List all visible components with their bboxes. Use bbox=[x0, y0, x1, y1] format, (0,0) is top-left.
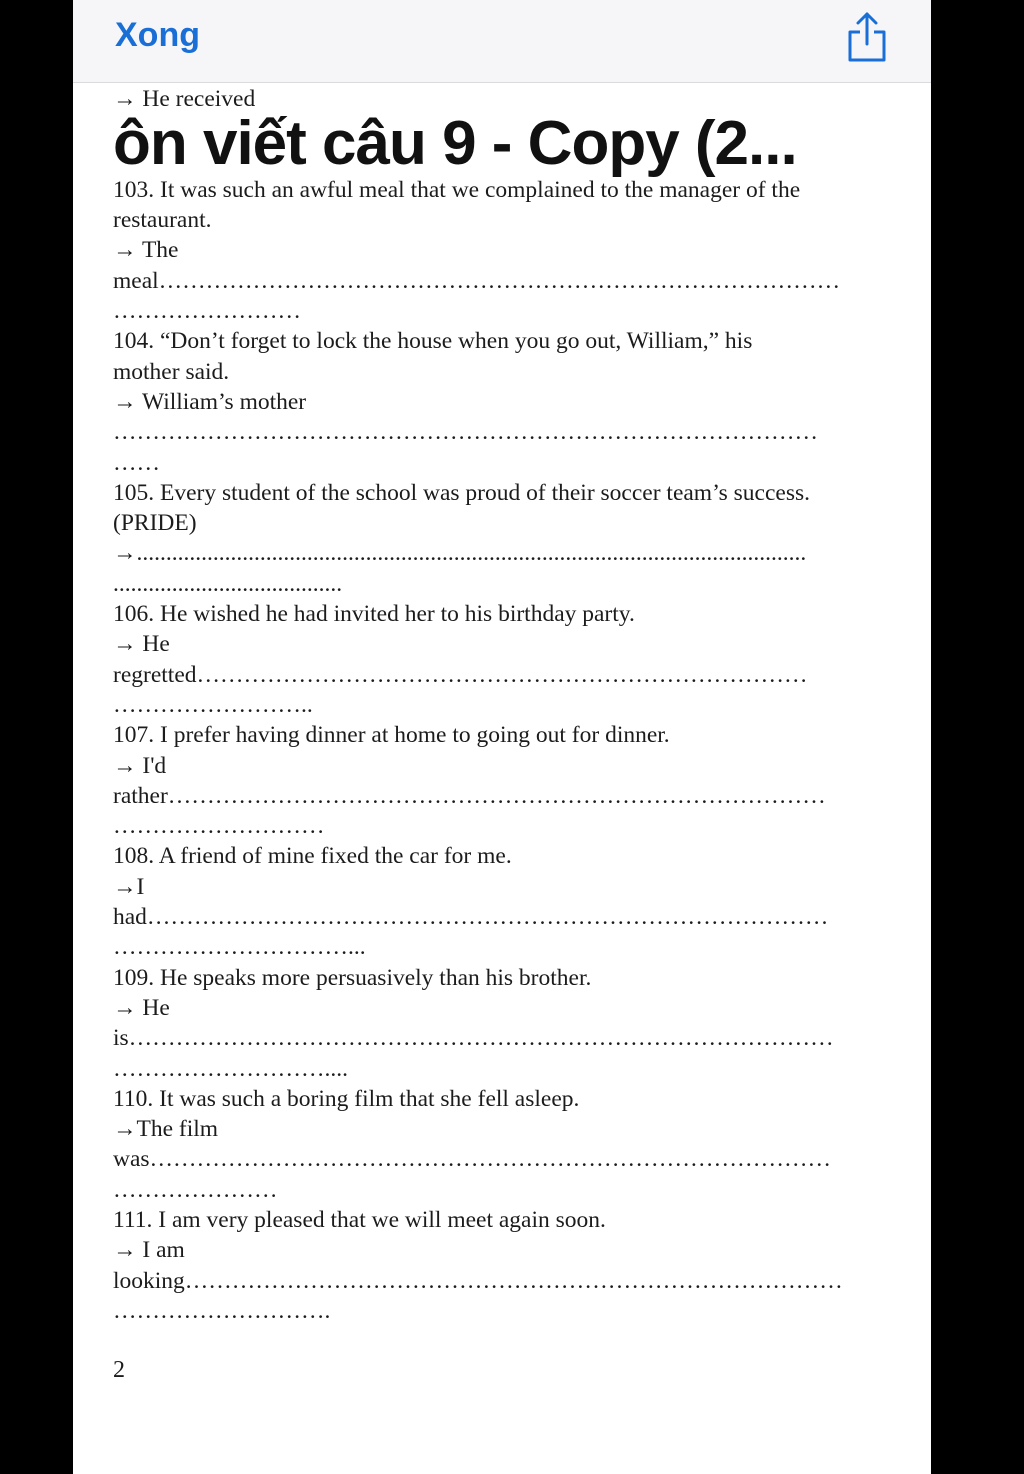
document-line: →I bbox=[113, 873, 145, 900]
share-icon bbox=[843, 8, 891, 64]
document-line: …………………….. bbox=[113, 691, 313, 718]
document-line: had…………………………………………………………………………… bbox=[113, 904, 829, 931]
document-line: 110. It was such a boring film that she fell asleep. bbox=[113, 1085, 580, 1112]
document-line: ………………………. bbox=[113, 1297, 331, 1324]
document-line: ……………………… bbox=[113, 813, 325, 840]
document-line: 111. I am very pleased that we will meet again soon. bbox=[113, 1206, 606, 1233]
document-line: →.................................................................................................................. bbox=[113, 540, 807, 567]
document-line: 104. “Don’t forget to lock the house when you go out, William,” his bbox=[113, 328, 753, 355]
document-line: → He bbox=[113, 631, 170, 658]
document-line: ……………………….... bbox=[113, 1055, 348, 1082]
document-line: 106. He wished he had invited her to his birthday party. bbox=[113, 601, 635, 628]
document-title: ôn viết câu 9 - Copy (2... bbox=[113, 109, 797, 178]
document-line: ……………………………………………………………………………… bbox=[113, 419, 818, 446]
document-line: → I am bbox=[113, 1237, 185, 1264]
document-viewer bbox=[73, 0, 931, 1474]
document-line: regretted…………………………………………………………………… bbox=[113, 661, 808, 688]
document-line: 109. He speaks more persuasively than his brother. bbox=[113, 964, 592, 991]
document-line: 105. Every student of the school was proud of their soccer team’s success. bbox=[113, 479, 810, 506]
document-line: …………………………... bbox=[113, 934, 366, 961]
document-line: → The bbox=[113, 237, 179, 264]
document-line: (PRIDE) bbox=[113, 510, 197, 537]
document-body bbox=[113, 84, 903, 1326]
document-line: looking………………………………………………………………………… bbox=[113, 1267, 843, 1294]
document-line: …………………… bbox=[113, 298, 301, 325]
document-line: → He bbox=[113, 994, 170, 1021]
done-button[interactable]: Xong bbox=[115, 16, 200, 54]
document-line: meal…………………………………………………………………………… bbox=[113, 267, 841, 294]
document-line: was…………………………………………………………………………… bbox=[113, 1146, 832, 1173]
navigation-bar bbox=[73, 0, 931, 83]
document-line: → He received bbox=[113, 86, 256, 112]
page-number: 2 bbox=[113, 1357, 125, 1383]
share-button[interactable] bbox=[843, 8, 891, 64]
document-line: rather………………………………………………………………………… bbox=[113, 782, 826, 809]
document-line: is……………………………………………………………………………… bbox=[113, 1025, 834, 1052]
document-line: ………………… bbox=[113, 1176, 278, 1203]
document-line: …… bbox=[113, 449, 160, 476]
document-line: 103. It was such an awful meal that we complained to the manager of the bbox=[113, 176, 801, 203]
document-line: 108. A friend of mine fixed the car for me. bbox=[113, 843, 512, 870]
document-line: restaurant. bbox=[113, 207, 212, 234]
document-line: → I'd bbox=[113, 752, 167, 779]
document-line: mother said. bbox=[113, 358, 230, 385]
document-line: ....................................... bbox=[113, 570, 343, 597]
document-line: → William’s mother bbox=[113, 388, 307, 415]
document-line: 107. I prefer having dinner at home to going out for dinner. bbox=[113, 722, 670, 749]
document-line: →The film bbox=[113, 1116, 219, 1143]
